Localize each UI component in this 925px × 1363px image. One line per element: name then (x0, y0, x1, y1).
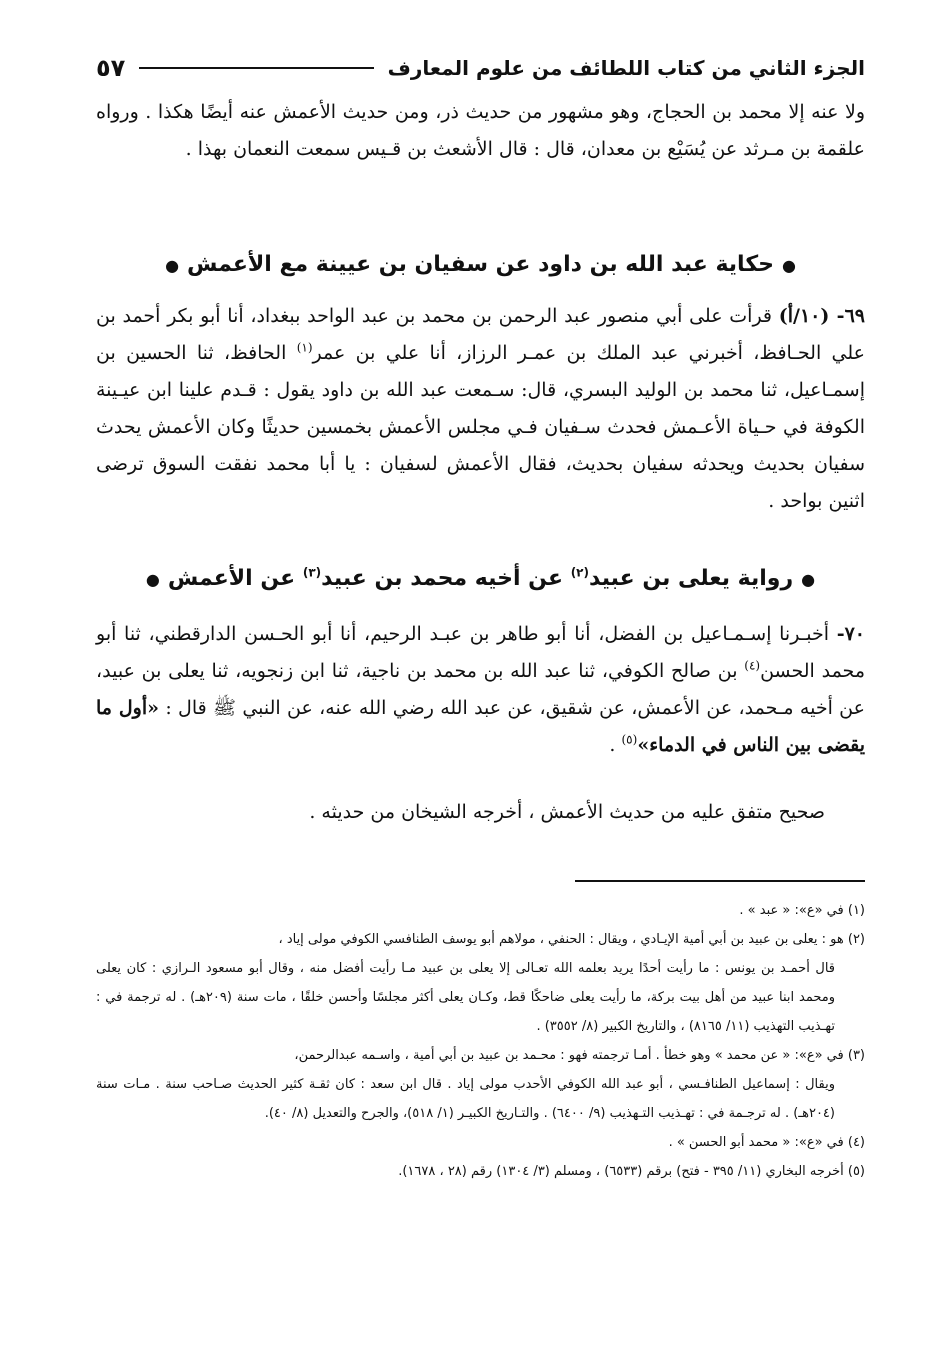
footnotes (96, 896, 865, 1186)
bullet-icon: ● (165, 255, 180, 275)
header-rule (139, 67, 373, 69)
intro-paragraph: ولا عنه إلا محمد بن الحجاج، وهو مشهور من حديث ذر، ومن حديث الأعمش عنه أيضًا هكذا . ورواه علقمة بن مـرثد عن يُسَيْع بن معدان، قال : قال الأشعث بن قـيس سمعت النعمان بهذا . (96, 101, 865, 160)
footnote-1 (96, 896, 865, 925)
paragraph-70 (96, 616, 865, 764)
footnote-3-continuation: ويقال : إسماعيل الطنافـسي ، أبو عبد الله الكوفي الأحدب مولى إياد . قال ابن سعد : كان ثقـة كثير الحديث صـاحب سنة . مـات سنة (٢٠٤هـ) . له ترجـمة في : تهـذيب التـهذيب (٩/ ٦٤٠٠) . والتـاريخ الكبيـر (١/ ٥١٨)، والجرح والتعديل (٨/ ٤٠). (96, 1077, 835, 1121)
section-heading-2-part-b: عن أخيه محمد بن عبيد (321, 566, 564, 591)
footnote-5 (96, 1157, 865, 1186)
section-heading-2-part-c: عن الأعمش (167, 566, 296, 591)
footnote-2-continuation: قال أحمـد بن يونس : ما رأيت أحدًا يريد بعلمه الله تعـالى إلا يعلى بن عبيد مـا رأيت أفضل منه ، وقال أبو مسعود الـرازي : كان يعلى ومحمد ابنا عبيد من أهل بيت بركة، ما رأيت يعلى ضاحكًا قط، وكـان يعلى أكثر مجلسًا وأحسن خلقًا ، مات سنة (٢٠٩هـ) . له ترجمة في : تهـذيب التهذيب (١١/ ٨١٦٥) ، والتاريخ الكبير (٨/ ٣٥٥٢) . (96, 961, 835, 1034)
paragraph-69-text: قرأت على أبي منصور عبد الرحمن بن محمد بن عبد الواحد ببغداد، أنا أبو بكر أحمد بن علي الحـافظ، أخبرني عبد الملك بن عمـر الرزاز، أنا علي بن عمر (96, 305, 866, 364)
section-heading-2-part-a: رواية يعلى بن عبيد (588, 566, 794, 591)
footnote-ref-4: (٤) (744, 658, 761, 673)
footnote-4-text: (٤) في «ع»: « محمد أبو الحسن » . (668, 1135, 865, 1150)
footnote-2 (96, 925, 865, 1041)
section-heading-2 (96, 566, 865, 591)
hadith-quote: «أول ما يقضى بين الناس في الدماء» (96, 697, 865, 756)
hadith-number-69: ٦٩- (١٠/أ) (778, 305, 865, 327)
bullet-icon: ● (801, 569, 816, 589)
footnote-5-text: (٥) أخرجه البخاري (١١/ ٣٩٥ - فتح) برقم (٦٥٣٣) ، ومسلم (٣/ ١٣٠٤) رقم (٢٨ ، ١٦٧٨). (398, 1164, 865, 1179)
hadith-number-70: ٧٠- (836, 623, 865, 645)
running-header (96, 50, 865, 86)
paragraph-70-text-b: بن صالح الكوفي، ثنا عبد الله بن محمد بن ناجية، ثنا ابن زنجويه، ثنا يعلى بن عبيد، عن أخيه مـحمد، عن الأعمش، عن شقيق، عن عبد الله رضي الله عنه، عن النبي ﷺ قال : (96, 660, 865, 719)
paragraph-70-text-a: أخبـرنا إسـمـاعيل بن الفضل، أنا أبو طاهر بن عبـد الرحيم، أنا أبو الحـسن الدارقطني، ثنا أبو محمد الحسن (96, 623, 865, 682)
footnote-3-text: (٣) في «ع»: « عن محمد » وهو خطأ . أمـا ترجمته فهو : محـمد بن عبيد بن أبي أمية ، واسـمه عبدالرحمن، (294, 1048, 865, 1063)
footnote-separator (575, 880, 865, 882)
bullet-icon: ● (781, 255, 796, 275)
paragraph-70-end: . (609, 734, 616, 756)
footnote-3 (96, 1041, 865, 1128)
header-title: الجزء الثاني من كتاب اللطائف من علوم المعارف (387, 56, 865, 80)
footnote-ref-3: (٣) (302, 565, 322, 580)
section-heading-1 (96, 252, 865, 277)
footnote-ref-1: (١) (296, 340, 313, 355)
footnote-ref-2: (٢) (570, 565, 589, 580)
grading-note: صحيح متفق عليه من حديث الأعمش ، أخرجه الشيخان من حديثه . (309, 801, 825, 823)
footnote-2-text: (٢) هو : يعلى بن عبيد بن أبي أمية الإيـادي ، ويقال : الحنفي ، مولاهم أبو يوسف الطنافسي الكوفي مولى إياد ، (278, 932, 865, 947)
footnote-4 (96, 1128, 865, 1157)
footnote-1-text: (١) في «ع»: « عبد » . (739, 903, 865, 918)
footnote-ref-5: (٥) (621, 732, 638, 747)
section-heading-1-text: حكاية عبد الله بن داود عن سفيان بن عيينة مع الأعمش (187, 252, 774, 277)
paragraph-69-rest: الحافظ، ثنا الحسين بن إسمـاعيل، ثنا محمد بن الوليد البسري، قال: سـمعت عبد الله بن داود يقول : قـدم علينا ابن عيـينة الكوفة في حـياة الأعـمش فحدث سـفيان فـي مجلس الأعمش بخمسين حديثًا وكان الأعمش يحدث سفيان بحديث ويحدثه سفيان بحديث، فقال الأعمش لسفيان : يا أبا محمد نفقت السوق ترضى اثنين بواحد . (96, 342, 865, 512)
page-number: ٥٧ (96, 54, 126, 82)
bullet-icon: ● (145, 569, 160, 589)
paragraph-69 (96, 298, 865, 520)
